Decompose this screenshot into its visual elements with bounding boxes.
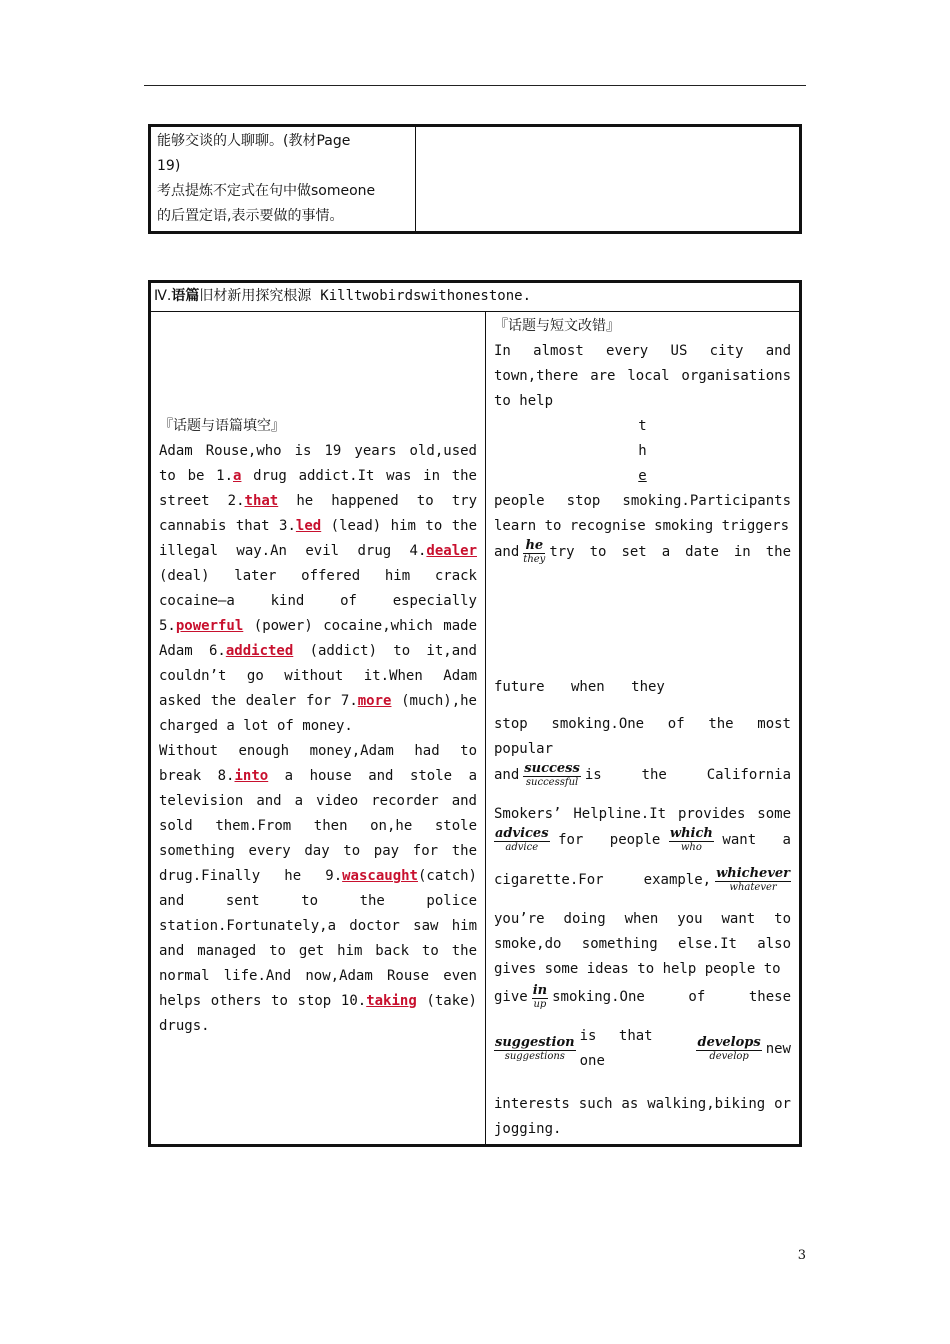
correction-text-4: stop smoking.One of the most popular — [494, 716, 791, 757]
correction-success: $\frac{\text{success}}{\text{successful}}$ — [524, 761, 580, 788]
header-rule — [144, 85, 806, 86]
correction-he: $\frac{he}{\text{they}}$ — [523, 538, 546, 565]
correction-row-7: $\frac{\text{suggestion}}{\text{suggestions}}$ is that one $\frac{\text{develops}}{\text{develop}}$ new — [495, 1028, 791, 1069]
answer-10: taking — [366, 993, 417, 1009]
top-table-left-cell — [150, 126, 416, 233]
answer-7: more — [357, 693, 392, 709]
insert-letter-e: e — [638, 468, 647, 484]
answer-6: addicted — [225, 643, 294, 659]
top-line-1: 能够交谈的人聊聊。(教材Page — [157, 133, 351, 149]
section-idiom: Killtwobirdswithonestone. — [320, 288, 531, 304]
answer-3: led — [295, 518, 322, 534]
correction-row-2: and $\frac{\text{success}}{\text{successful}}$ is the California — [494, 761, 791, 788]
section-prefix: Ⅳ. — [154, 288, 172, 304]
error-correction-column — [486, 312, 801, 1146]
top-line-2: 19) — [157, 158, 181, 174]
section-header — [150, 282, 801, 312]
correction-row-3: Smokers’ Helpline.It provides some — [494, 806, 791, 822]
fill-in-column — [150, 312, 486, 1146]
insert-letter-t: t — [638, 418, 647, 434]
correction-row-1: and $\frac{he}{\text{they}}$ try to set a date in the — [494, 538, 791, 565]
correction-text-3: future when they — [494, 679, 665, 695]
correction-text-2: people stop smoking.Participants learn to recognise smoking triggers — [494, 493, 791, 534]
answer-9: wascaught — [342, 868, 418, 884]
correction-row-6: give $\frac{in}{up}$ smoking.One of these — [494, 983, 791, 1010]
fill-in-heading: 『话题与语篇填空』 — [159, 418, 285, 434]
fill-in-paragraph-2: Without enough money,Adam had to break 8.into a house and stole a television and a video recorder and sold them.From then on,he stole something every day to pay for the drug.Finally he 9.wascaught(catch) and sent to the police station.Fortunately,a doctor saw him and managed to get him back to the normal life.And now,Adam Rouse even helps others to stop 10.taking (take) drugs. — [159, 743, 477, 1034]
correction-suggestion: $\frac{\text{suggestion}}{\text{suggestions}}$ — [495, 1035, 575, 1062]
correction-text-6: interests such as walking,biking or jogging. — [494, 1096, 791, 1137]
correction-text-5: you’re doing when you want to smoke,do something else.It also gives some ideas to help people to — [494, 911, 791, 977]
correction-advices: $\frac{\text{advices}}{\text{advice}}$ — [495, 826, 549, 853]
correction-text-1: In almost every US city and town,there are local organisations to help — [494, 343, 791, 409]
page-number: 3 — [797, 1248, 806, 1263]
top-line-3: 考点提炼不定式在句中做someone — [157, 183, 376, 199]
answer-4: dealer — [426, 543, 477, 559]
correction-row-4: $\frac{\text{advices}}{\text{advice}}$ for people $\frac{\text{which}}{\text{who}}$ want a — [495, 826, 791, 853]
correction-row-5: cigarette.For example, $\frac{\text{whichever}}{\text{whatever}}$ — [494, 866, 790, 893]
answer-1: a — [233, 468, 242, 484]
correction-whichever: $\frac{\text{whichever}}{\text{whatever}}$ — [716, 866, 790, 893]
top-table — [148, 124, 802, 234]
correction-heading: 『话题与短文改错』 — [494, 318, 620, 334]
section-bold: 语篇 — [171, 288, 200, 304]
section-rest: 旧材新用探究根源 — [199, 288, 312, 304]
answer-2: that — [244, 493, 279, 509]
answer-8: into — [234, 768, 269, 784]
answer-5: powerful — [175, 618, 244, 634]
top-line-4: 的后置定语,表示要做的事情。 — [157, 208, 344, 224]
correction-develops: $\frac{\text{develops}}{\text{develop}}$ — [697, 1035, 761, 1062]
discourse-table — [148, 280, 802, 1147]
insert-letter-h: h — [638, 443, 647, 459]
correction-which: $\frac{\text{which}}{\text{who}}$ — [669, 826, 713, 853]
correction-in: $\frac{in}{up}$ — [532, 983, 548, 1010]
fill-in-paragraph-1: Adam Rouse,who is 19 years old,used to be 1.a drug addict.It was in the street 2.that he happened to try cannabis that 3.led (lead) him to the illegal way.An evil drug 4.dealer (deal) later offered him crack cocaine—a kind of especially 5.powerful (power) cocaine,which made Adam 6.addicted (addict) to it,and couldn’t go without it.When Adam asked the dealer for 7.more (much),he charged a lot of money. — [159, 443, 478, 734]
top-table-right-cell — [416, 126, 801, 233]
